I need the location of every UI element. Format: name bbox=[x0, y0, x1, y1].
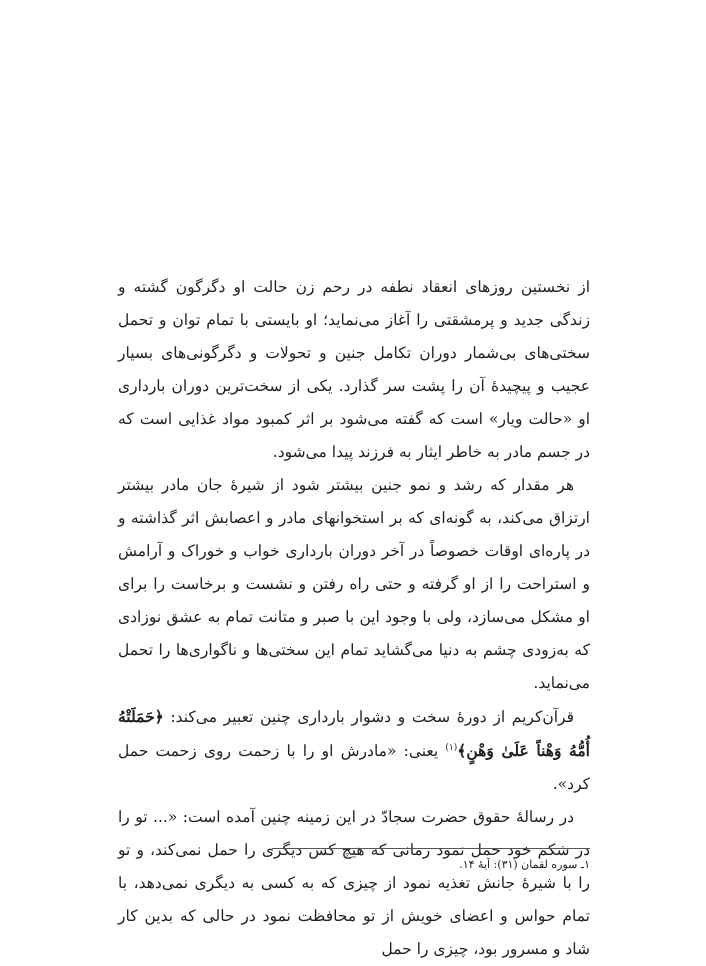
paragraph-1: از نخستین روزهای انعقاد نطفه در رحم زن حالت او دگرگون گشته و زندگی جدید و پرمشقتی را آغاز می‌نماید؛ او بایستی با تمام توان و تحمل سختی‌های بی‌شمار دوران تکامل جنین و تحولات و دگرگونی‌های بسیار عجیب و پیچیدهٔ آن را پشت سر گذارد. یکی از سخت‌ترین دوران بارداری او «حالت ویار» است که گفته می‌شود بر اثر کمبود مواد غذایی است که در جسم مادر به خاطر ایثار به فرزند پیدا می‌شود. bbox=[118, 278, 590, 461]
paragraph-3 bbox=[118, 700, 590, 801]
paragraph-4: در رسالهٔ حقوق حضرت سجادّ در این زمینه چنین آمده است: «... تو را در شکم خود حمل نمود زمانی که هیچ کس دیگری را حمل نمی‌کند، و تو را با شیرهٔ جانش تغذیه نمود از چیزی که به کسی به دیگری نمی‌دهد، با تمام حواس و اعضای خویش از تو محافظت نمود در حالی که بدین کار شاد و مسرور بود، چیزی را حمل bbox=[118, 808, 590, 958]
footnote: ۱ـ سوره لقمان (۳۱): آیهٔ ۱۴. bbox=[459, 858, 590, 871]
paragraph-3-translation: یعنی: «مادرش او را با زحمت روی زحمت حمل کرد». bbox=[118, 742, 590, 793]
footnote-reference: (۱) bbox=[445, 742, 458, 753]
footnote-divider bbox=[272, 848, 590, 849]
paragraph-3-intro: قرآن‌کریم از دورهٔ سخت و دشوار بارداری چنین تعبیر می‌کند: bbox=[163, 708, 574, 726]
quran-verse: ﴿حَمَلَتْهُ أُمُّهُ وَهْناً عَلَىٰ وَهْنٍ﴾ bbox=[118, 707, 590, 760]
paragraph-2: هر مقدار که رشد و نمو جنین بیشتر شود از شیرهٔ جان مادر بیشتر ارتزاق می‌کند، به گونه‌ای که بر استخوانهای مادر و اعصابش اثر گذاشته و در پاره‌ای اوقات خصوصاً در آخر دوران بارداری خواب و خوراک و آرامش و استراحت را از او گرفته و حتی راه رفتن و نشست و برخاست را برای او مشکل می‌سازد، ولی با وجود این با صبر و متانت تمام به عشق نوزادی که به‌زودی چشم به دنیا می‌گشاید تمام این سختی‌ها و ناگواری‌ها را تحمل می‌نماید. bbox=[118, 476, 590, 692]
